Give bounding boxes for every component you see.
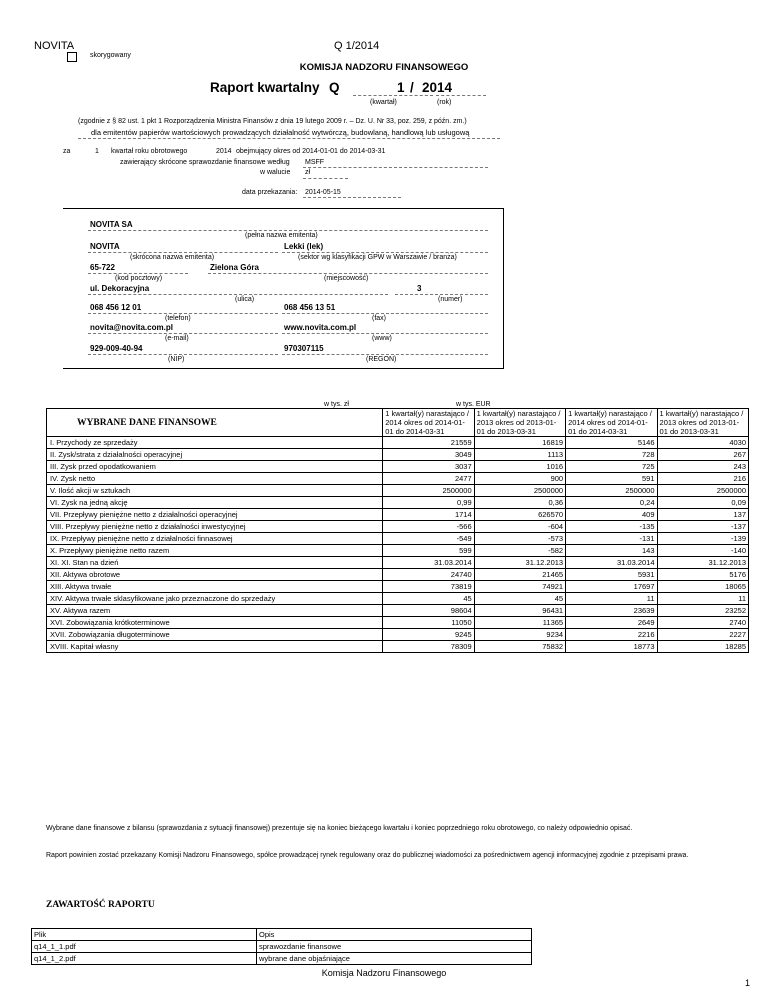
file-row xyxy=(32,941,532,953)
table-row xyxy=(47,545,749,557)
commission-title: KOMISJA NADZORU FINANSOWEGO xyxy=(299,62,469,73)
quarter-label: (kwartał) xyxy=(370,99,397,106)
row-label: XV. Aktywa razem xyxy=(47,605,383,617)
row-value: 3037 xyxy=(383,461,474,473)
row-value: 11 xyxy=(657,593,748,605)
row-value: -604 xyxy=(474,521,565,533)
period-za: za xyxy=(63,148,71,155)
row-value: 2477 xyxy=(383,473,474,485)
row-label: II. Zysk/strata z działalności operacyjnej xyxy=(47,449,383,461)
issuer-nip: 929-009-40-94 xyxy=(90,344,143,353)
row-value: 23639 xyxy=(566,605,657,617)
row-label: V. Ilość akcji w sztukach xyxy=(47,485,383,497)
row-value: 1113 xyxy=(474,449,565,461)
table-row xyxy=(47,605,749,617)
row-label: XIII. Aktywa trwałe xyxy=(47,581,383,593)
row-label: XVI. Zobowiązania krótkoterminowe xyxy=(47,617,383,629)
row-value: 267 xyxy=(657,449,748,461)
row-value: 18285 xyxy=(657,641,748,653)
row-value: 626570 xyxy=(474,509,565,521)
financial-title-cell xyxy=(47,409,383,437)
row-value: 0,99 xyxy=(383,497,474,509)
issuer-postal-code: 65-722 xyxy=(90,263,115,272)
row-value: 11365 xyxy=(474,617,565,629)
row-value: 78309 xyxy=(383,641,474,653)
row-label: I. Przychody ze sprzedaży xyxy=(47,437,383,449)
note-submission: Raport powinien zostać przekazany Komisji Nadzoru Finansowego, spółce prowadzącej rynek regulowany oraz do publicznej wiadomości za pośrednictwem agencji informacyjnej zgodnie z przepisami prawa. xyxy=(46,852,689,859)
row-value: -582 xyxy=(474,545,565,557)
issuer-short-name: NOVITA xyxy=(90,242,120,251)
row-value: 23252 xyxy=(657,605,748,617)
submission-value: 2014-05-15 xyxy=(305,189,341,196)
period-text: obejmujący okres od 2014-01-01 do 2014-03-31 xyxy=(236,148,386,155)
row-label: VII. Przepływy pieniężne netto z działalności operacyjnej xyxy=(47,509,383,521)
issuer-phone-label: (telefon) xyxy=(165,315,191,322)
note-balance-sheet: Wybrane dane finansowe z bilansu (sprawozdania z sytuacji finansowej) prezentuje się na koniec bieżącego kwartału i koniec poprzedniego roku obrotowego, co należy odpowiednio opisać. xyxy=(46,825,633,832)
row-value: 1016 xyxy=(474,461,565,473)
table-row xyxy=(47,569,749,581)
file-description: wybrane dane objaśniające xyxy=(257,953,532,965)
file-header: Plik xyxy=(32,929,257,941)
row-value: 2216 xyxy=(566,629,657,641)
table-row xyxy=(47,521,749,533)
submission-label: data przekazania: xyxy=(242,189,298,196)
issuer-fax-label: (fax) xyxy=(372,315,386,322)
row-value: 0,24 xyxy=(566,497,657,509)
row-label: XI. XI. Stan na dzień xyxy=(47,557,383,569)
row-value: 409 xyxy=(566,509,657,521)
issuer-fax: 068 456 13 51 xyxy=(284,303,336,312)
issuer-street-label: (ulica) xyxy=(235,296,255,303)
legal-basis: (zgodnie z § 82 ust. 1 pkt 1 Rozporządzenia Ministra Finansów z dnia 19 lutego 2009 r. – Dz. U. Nr 33, poz. 259, z późn. zm.) xyxy=(78,118,467,125)
table-row xyxy=(47,557,749,569)
row-value: 5931 xyxy=(566,569,657,581)
issuer-city-label: (miejscowość) xyxy=(324,275,369,282)
row-value: 17697 xyxy=(566,581,657,593)
row-value: 728 xyxy=(566,449,657,461)
row-value: 900 xyxy=(474,473,565,485)
row-value: 5176 xyxy=(657,569,748,581)
row-value: 216 xyxy=(657,473,748,485)
row-value: 137 xyxy=(657,509,748,521)
row-value: -131 xyxy=(566,533,657,545)
report-slash: / xyxy=(410,80,414,95)
period-year: 2014 xyxy=(216,148,232,155)
row-value: 2500000 xyxy=(657,485,748,497)
row-value: 9245 xyxy=(383,629,474,641)
currency-value: zł xyxy=(305,169,311,176)
unit-eur: w tys. EUR xyxy=(456,401,491,408)
issuers-prefix: dla xyxy=(91,128,102,137)
table-row xyxy=(47,593,749,605)
currency-label: w walucie xyxy=(260,169,291,176)
row-value: -135 xyxy=(566,521,657,533)
row-label: IV. Zysk netto xyxy=(47,473,383,485)
statement-label: zawierający skrócone sprawozdanie finansowe według xyxy=(120,159,290,166)
col-header: 1 kwartał(y) narastająco / 2014 okres od 2014-01-01 do 2014-03-31 xyxy=(383,409,474,437)
row-value: 74921 xyxy=(474,581,565,593)
col-header: 1 kwartał(y) narastająco / 2013 okres od 2013-01-01 do 2013-03-31 xyxy=(657,409,748,437)
table-row xyxy=(47,533,749,545)
row-value: 31.12.2013 xyxy=(474,557,565,569)
row-value: 3049 xyxy=(383,449,474,461)
issuer-www[interactable]: www.novita.com.pl xyxy=(284,323,357,332)
row-value: 98604 xyxy=(383,605,474,617)
row-label: VI. Zysk na jedną akcję xyxy=(47,497,383,509)
report-title: Raport kwartalny xyxy=(210,80,320,95)
issuer-full-name: NOVITA SA xyxy=(90,220,133,229)
row-value: 16819 xyxy=(474,437,565,449)
row-value: 243 xyxy=(657,461,748,473)
table-row xyxy=(47,509,749,521)
row-value: 2500000 xyxy=(566,485,657,497)
row-value: 9234 xyxy=(474,629,565,641)
issuer-phone: 068 456 12 01 xyxy=(90,303,142,312)
files-header-row xyxy=(32,929,532,941)
row-value: 75832 xyxy=(474,641,565,653)
issuer-sector-label: (sektor wg klasyfikacji GPW w Warszawie / branża) xyxy=(298,254,457,261)
desc-header: Opis xyxy=(257,929,532,941)
issuer-street: ul. Dekoracyjna xyxy=(90,284,150,293)
row-value: 11050 xyxy=(383,617,474,629)
row-value: 31.12.2013 xyxy=(657,557,748,569)
table-row xyxy=(47,485,749,497)
file-name[interactable]: q14_1_2.pdf xyxy=(32,953,257,965)
row-label: XVII. Zobowiązania długoterminowe xyxy=(47,629,383,641)
report-quarter: 1 xyxy=(397,80,405,95)
report-q: Q xyxy=(329,80,340,95)
row-value: 18065 xyxy=(657,581,748,593)
table-row xyxy=(47,437,749,449)
page-number: 1 xyxy=(745,978,751,988)
financial-table xyxy=(46,408,749,653)
row-label: VIII. Przepływy pieniężne netto z działalności inwestycyjnej xyxy=(47,521,383,533)
row-value: 2500000 xyxy=(383,485,474,497)
corrected-checkbox[interactable] xyxy=(67,52,77,62)
period-label: kwartał roku obrotowego xyxy=(111,148,188,155)
table-row xyxy=(47,617,749,629)
row-label: IX. Przepływy pieniężne netto z działalności finnasowej xyxy=(47,533,383,545)
row-value: 5146 xyxy=(566,437,657,449)
row-value: -549 xyxy=(383,533,474,545)
issuer-box-top-line xyxy=(63,208,503,209)
file-name[interactable]: q14_1_1.pdf xyxy=(32,941,257,953)
col-header: 1 kwartał(y) narastająco / 2014 okres od 2014-01-01 do 2014-03-31 xyxy=(566,409,657,437)
row-value: 143 xyxy=(566,545,657,557)
row-value: 4030 xyxy=(657,437,748,449)
corrected-label: skorygowany xyxy=(90,52,131,59)
statement-value: MSFF xyxy=(305,159,325,166)
row-value: 73819 xyxy=(383,581,474,593)
row-label: XIV. Aktywa trwałe sklasyfikowane jako przeznaczone do sprzedaży xyxy=(47,593,383,605)
row-value: 11 xyxy=(566,593,657,605)
row-value: 21559 xyxy=(383,437,474,449)
issuer-regon: 970307115 xyxy=(284,344,324,353)
issuer-nip-label: (NIP) xyxy=(168,356,185,363)
year-label: (rok) xyxy=(437,99,452,106)
row-value: 24740 xyxy=(383,569,474,581)
row-value: 45 xyxy=(383,593,474,605)
table-row xyxy=(47,449,749,461)
table-row xyxy=(47,473,749,485)
row-value: 2500000 xyxy=(474,485,565,497)
financial-title: WYBRANE DANE FINANSOWE xyxy=(77,417,217,428)
contents-title: ZAWARTOŚĆ RAPORTU xyxy=(46,900,155,910)
file-description: sprawozdanie finansowe xyxy=(257,941,532,953)
row-value: 45 xyxy=(474,593,565,605)
issuer-number-label: (numer) xyxy=(438,296,463,303)
issuer-city: Zielona Góra xyxy=(210,263,259,272)
table-row xyxy=(47,641,749,653)
issuer-postal-code-label: (kod pocztowy) xyxy=(115,275,163,282)
issuers-text: emitentów papierów wartościowych prowadzących działalność wytwórczą, budowlaną, handlową lub usługową xyxy=(103,128,470,137)
row-value: 0,36 xyxy=(474,497,565,509)
row-value: 591 xyxy=(566,473,657,485)
issuer-regon-label: (REGON) xyxy=(366,356,397,363)
row-label: III. Zysk przed opodatkowaniem xyxy=(47,461,383,473)
table-row xyxy=(47,497,749,509)
row-value: 599 xyxy=(383,545,474,557)
row-value: 1714 xyxy=(383,509,474,521)
unit-pln: w tys. zł xyxy=(324,401,349,408)
issuer-number: 3 xyxy=(417,284,422,293)
table-row xyxy=(47,581,749,593)
issuer-sector: Lekki (lek) xyxy=(284,242,324,251)
header-company: NOVITA xyxy=(34,40,75,52)
issuer-email[interactable]: novita@novita.com.pl xyxy=(90,323,173,332)
issuer-email-label: (e-mail) xyxy=(165,335,189,342)
table-row xyxy=(47,629,749,641)
row-value: 0,09 xyxy=(657,497,748,509)
header-report-code: Q 1/2014 xyxy=(334,40,380,52)
row-value: -566 xyxy=(383,521,474,533)
files-table xyxy=(31,928,532,965)
row-value: 18773 xyxy=(566,641,657,653)
row-value: -139 xyxy=(657,533,748,545)
row-label: XII. Aktywa obrotowe xyxy=(47,569,383,581)
financial-header-row xyxy=(47,409,749,437)
row-value: -137 xyxy=(657,521,748,533)
period-num: 1 xyxy=(95,148,99,155)
row-value: -573 xyxy=(474,533,565,545)
row-value: 725 xyxy=(566,461,657,473)
row-value: 21465 xyxy=(474,569,565,581)
row-value: 2227 xyxy=(657,629,748,641)
issuer-full-name-label: (pełna nazwa emitenta) xyxy=(245,232,318,239)
row-value: 2649 xyxy=(566,617,657,629)
table-row xyxy=(47,461,749,473)
row-value: 2740 xyxy=(657,617,748,629)
row-value: 31.03.2014 xyxy=(566,557,657,569)
row-value: 31.03.2014 xyxy=(383,557,474,569)
row-value: 96431 xyxy=(474,605,565,617)
issuer-www-label: (www) xyxy=(372,335,392,342)
report-year: 2014 xyxy=(422,80,453,95)
row-label: X. Przepływy pieniężne netto razem xyxy=(47,545,383,557)
row-label: XVIII. Kapitał własny xyxy=(47,641,383,653)
file-row xyxy=(32,953,532,965)
col-header: 1 kwartał(y) narastająco / 2013 okres od 2013-01-01 do 2013-03-31 xyxy=(474,409,565,437)
issuer-short-name-label: (skrócona nazwa emitenta) xyxy=(130,254,215,261)
row-value: -140 xyxy=(657,545,748,557)
footer-text: Komisja Nadzoru Finansowego xyxy=(321,968,447,978)
